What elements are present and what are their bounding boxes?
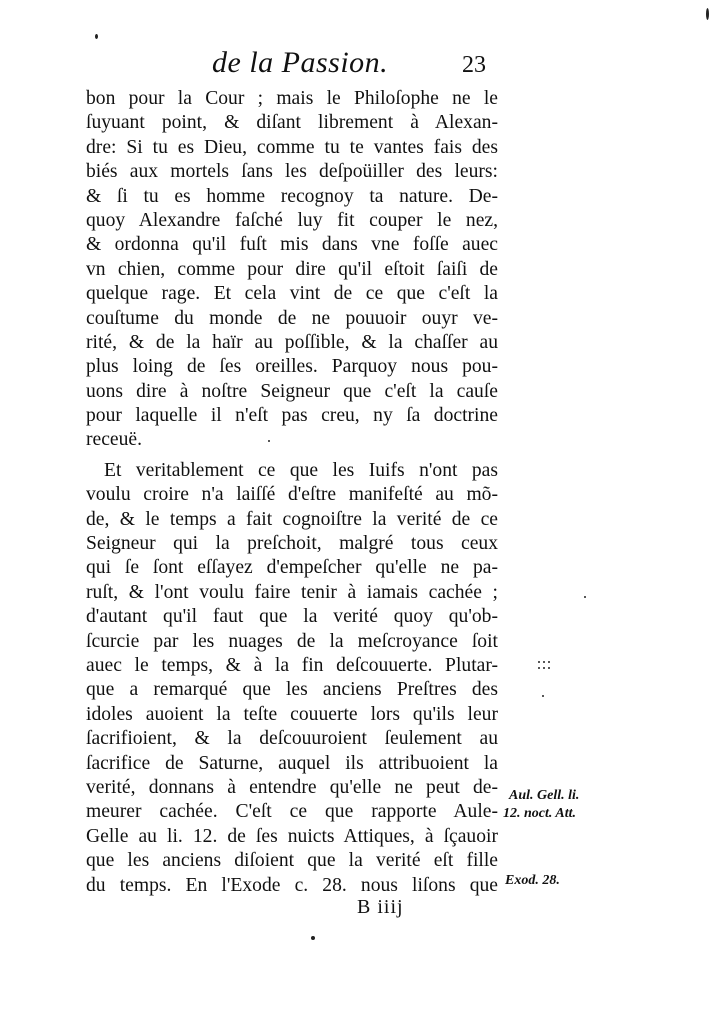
- text-line: idoles auoient la teſte couuerte lors qu'ils leur: [86, 703, 498, 725]
- text-line: ſuyuant point, & diſant librement à Alexan-: [86, 112, 498, 134]
- ink-speck: [543, 667, 545, 669]
- ink-speck: [548, 667, 550, 669]
- ink-speck: [95, 34, 98, 39]
- page-number: 23: [462, 52, 486, 78]
- text-line: & ſi tu es homme recognoy ta nature. De-: [86, 185, 498, 207]
- text-line: rité, & de la haïr au poſſible, & la chaſſer au: [86, 331, 498, 353]
- ink-speck: [311, 936, 315, 940]
- text-line: uons dire à noſtre Seigneur que c'eſt la cauſe: [86, 380, 498, 402]
- text-line: meurer cachée. C'eſt ce que rapporte Aule-: [86, 801, 498, 823]
- signature-mark: B iiij: [357, 896, 404, 918]
- text-line: auec le temps, & à la fin deſcouuerte. Plutar-: [86, 654, 498, 676]
- text-line: receuë.: [86, 429, 143, 451]
- ink-speck: [706, 8, 709, 20]
- running-title: de la Passion.: [212, 46, 389, 79]
- text-line: & ordonna qu'il fuſt mis dans vne foſſe auec: [86, 234, 498, 256]
- text-line: ſcurcie par les nuages de la meſcroyance ſoit: [86, 630, 498, 652]
- body-text: [86, 87, 498, 898]
- ink-speck: [268, 440, 270, 442]
- text-line: bon pour la Cour ; mais le Philoſophe ne le: [86, 88, 498, 109]
- text-line: quelque rage. Et cela vint de ce que c'eſt la: [86, 283, 498, 305]
- ink-speck: [538, 667, 540, 669]
- text-line: pour laquelle il n'eſt pas creu, ny ſa doctrine: [86, 405, 498, 427]
- text-line: Seigneur qui la preſchoit, malgré tous ceux: [86, 533, 498, 555]
- text-line: que a remarqué que les anciens Preſtres des: [86, 679, 498, 701]
- text-line: ſacrifice de Saturne, auquel ils attribuoient la: [86, 752, 498, 774]
- text-line: vn chien, comme pour dire qu'il eſtoit ſaiſi de: [86, 258, 498, 280]
- text-line: ruſt, & l'ont voulu faire tenir à iamais cachée ;: [86, 581, 498, 603]
- text-line: Gelle au li. 12. de ſes nuicts Attiques, à ſçauoir: [86, 825, 498, 847]
- text-line: que les anciens diſoient que la verité eſt fille: [86, 850, 498, 872]
- text-line: du temps. En l'Exode c. 28. nous liſons que: [86, 874, 498, 896]
- text-line: de, & le temps a fait cognoiſtre la verité de ce: [86, 508, 498, 530]
- ink-speck: [548, 661, 550, 663]
- ink-speck: [538, 661, 540, 663]
- ink-speck: [584, 596, 586, 598]
- text-line: dre: Si tu es Dieu, comme tu te vantes fais des: [86, 136, 498, 158]
- ink-speck: [542, 695, 544, 697]
- text-line: biés aux mortels ſans les deſpoüiller des leurs:: [86, 161, 498, 183]
- margin-note-noctes-atticae: 12. noct. Att.: [503, 806, 576, 821]
- text-line: d'autant qu'il faut que la verité quoy qu'ob-: [86, 606, 498, 628]
- text-line: couſtume du monde de ne pouuoir ouyr ve-: [86, 307, 498, 329]
- text-line: plus loing de ſes oreilles. Parquoy nous pou-: [86, 356, 498, 378]
- margin-note-exodus: Exod. 28.: [505, 873, 560, 888]
- text-line: Et veritablement ce que les Iuifs n'ont pas: [104, 459, 498, 481]
- text-line: qui ſe ſont eſſayez d'empeſcher qu'elle ne pa-: [86, 557, 498, 579]
- text-line: verité, donnans à entendre qu'elle ne peut de-: [86, 776, 498, 798]
- ink-speck: [543, 661, 545, 663]
- text-line: voulu croire n'a laiſſé d'eſtre manifeſté au mõ-: [86, 484, 498, 506]
- text-line: ſacrifioient, & la deſcouuroient ſeulement au: [86, 728, 498, 750]
- margin-note-aulus-gellius: Aul. Gell. li.: [509, 788, 580, 803]
- text-line: quoy Alexandre faſché luy fit couper le nez,: [86, 209, 498, 231]
